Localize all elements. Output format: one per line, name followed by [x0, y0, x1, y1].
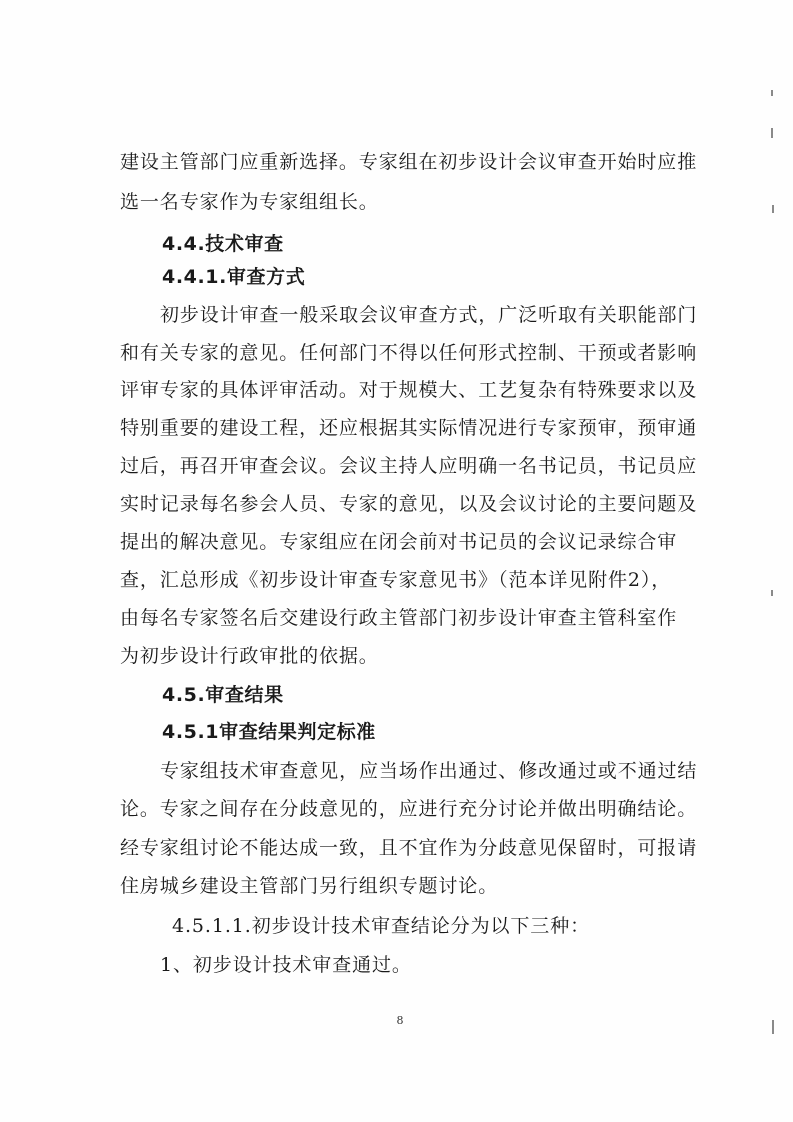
- paragraph-line: 提出的解决意见。专家组应在闭会前对书记员的会议记录综合审: [120, 531, 678, 553]
- scan-mark: [771, 590, 773, 596]
- scan-mark: [772, 1020, 774, 1034]
- section-heading-4-5-1: 4.5.1审查结果判定标准: [162, 721, 376, 743]
- paragraph-line: 和有关专家的意见。任何部门不得以任何形式控制、干预或者影响: [120, 342, 698, 364]
- section-heading-4-4: 4.4.技术审查: [162, 233, 284, 255]
- paragraph-line: 选一名专家作为专家组组长。: [120, 191, 379, 213]
- section-heading-4-5: 4.5.审查结果: [162, 684, 284, 706]
- paragraph-line: 建设主管部门应重新选择。专家组在初步设计会议审查开始时应推: [120, 151, 698, 173]
- scan-mark: [772, 205, 774, 213]
- paragraph-line: 特别重要的建设工程，还应根据其实际情况进行专家预审，预审通: [120, 417, 698, 439]
- paragraph-line: 实时记录每名参会人员、专家的意见，以及会议讨论的主要问题及: [120, 493, 698, 515]
- paragraph-line: 初步设计审查一般采取会议审查方式，广泛听取有关职能部门: [160, 304, 698, 326]
- paragraph-line: 论。专家之间存在分歧意见的，应进行充分讨论并做出明确结论。: [120, 798, 698, 820]
- scan-mark: [771, 90, 773, 96]
- scan-mark: [771, 128, 773, 138]
- paragraph-line: 为初步设计行政审批的依据。: [120, 645, 379, 667]
- paragraph-line: 过后，再召开审查会议。会议主持人应明确一名书记员，书记员应: [120, 455, 698, 477]
- paragraph-line: 经专家组讨论不能达成一致，且不宜作为分歧意见保留时，可报请: [120, 837, 698, 859]
- paragraph-line: 住房城乡建设主管部门另行组织专题讨论。: [120, 875, 499, 897]
- paragraph-line: 查，汇总形成《初步设计审查专家意见书》（范本详见附件2），: [120, 569, 672, 591]
- list-item: 1、初步设计技术审查通过。: [160, 954, 412, 976]
- paragraph-line: 专家组技术审查意见，应当场作出通过、修改通过或不通过结: [160, 760, 698, 782]
- section-heading-4-4-1: 4.4.1.审查方式: [162, 266, 306, 288]
- paragraph-line: 评审专家的具体评审活动。对于规模大、工艺复杂有特殊要求以及: [120, 379, 698, 401]
- page-number: 8: [396, 1014, 404, 1027]
- subsection-heading-4-5-1-1: 4.5.1.1.初步设计技术审查结论分为以下三种：: [172, 915, 591, 937]
- paragraph-line: 由每名专家签名后交建设行政主管部门初步设计审查主管科室作: [120, 607, 678, 629]
